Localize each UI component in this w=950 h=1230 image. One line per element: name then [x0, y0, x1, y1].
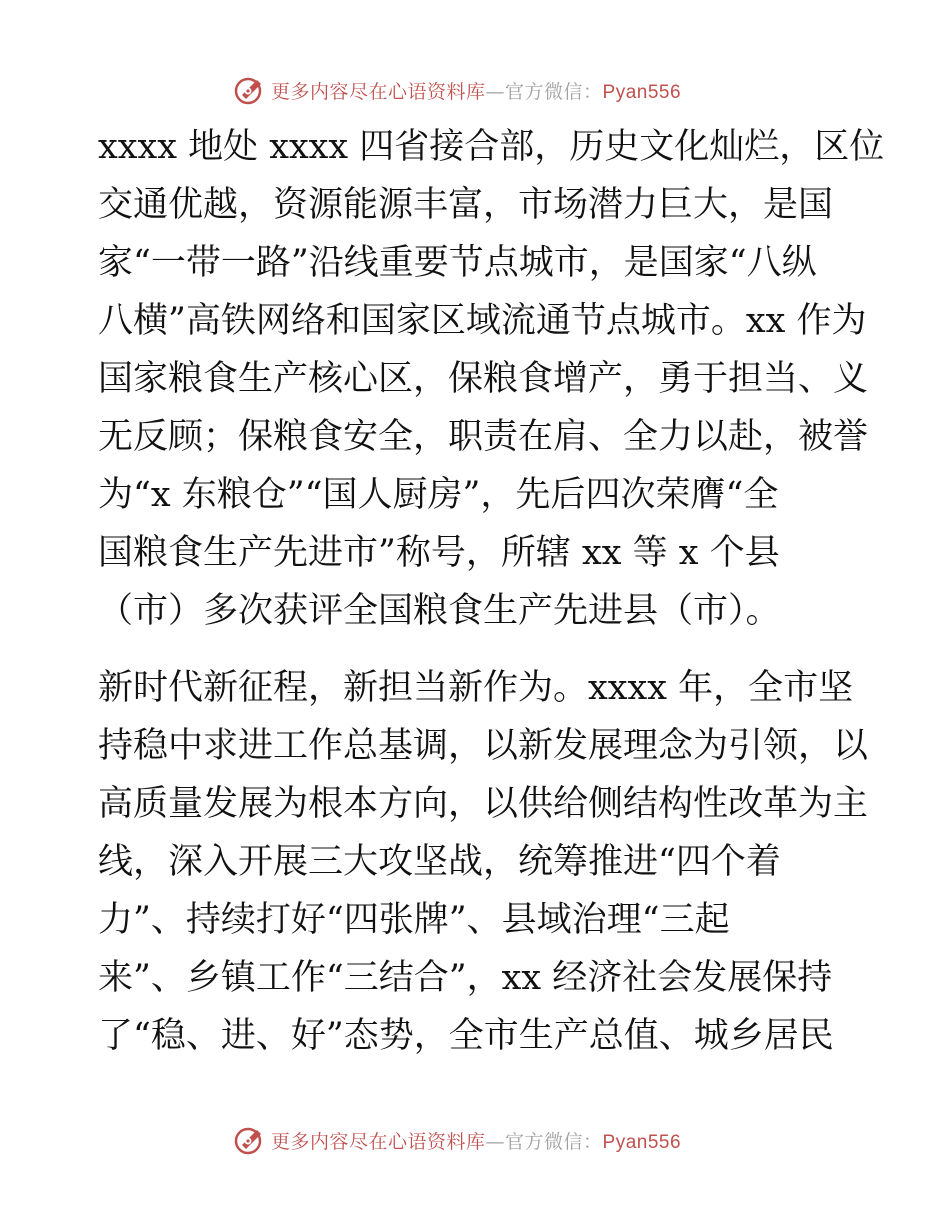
text-line: 持稳中求进工作总基调，以新发展理念为引领，以	[98, 726, 869, 766]
text-line: 国家粮食生产核心区，保粮食增产，勇于担当、义	[98, 359, 869, 399]
text-line: （市）多次获评全国粮食生产先进县（市）。	[98, 591, 781, 631]
header-banner	[233, 73, 681, 107]
banner-text-group	[271, 77, 681, 104]
text-line: 线，深入开展三大攻坚战，统筹推进“四个着	[98, 842, 781, 882]
paragraph-2	[98, 659, 888, 1065]
banner-slogan: 更多内容尽在心语资料库	[271, 1130, 486, 1153]
banner-text-group	[271, 1127, 681, 1154]
wechat-label: 官方微信：	[505, 1130, 603, 1153]
text-line: 国粮食生产先进市”称号，所辖 xx 等 x 个县	[98, 533, 780, 573]
text-line: 家“一带一路”沿线重要节点城市，是国家“八纵	[98, 243, 817, 283]
banner-slogan: 更多内容尽在心语资料库	[271, 80, 486, 103]
footer-banner	[233, 1123, 681, 1157]
wechat-id: Pyan556	[602, 81, 682, 103]
text-line: 无反顾；保粮食安全，职责在肩、全力以赴，被誉	[98, 417, 869, 457]
wechat-label: 官方微信：	[505, 80, 603, 103]
text-line: 了“稳、进、好”态势，全市生产总值、城乡居民	[98, 1016, 834, 1056]
text-line: 交通优越，资源能源丰富，市场潜力巨大，是国	[98, 185, 834, 225]
text-line: 来”、乡镇工作“三结合”，xx 经济社会发展保持	[98, 958, 833, 998]
banner-separator: —	[485, 1130, 506, 1153]
text-line: 为“x 东粮仓”“国人厨房”，先后四次荣膺“全	[98, 475, 779, 515]
pen-nib-circle-logo	[233, 73, 267, 107]
pen-nib-circle-logo	[233, 1123, 267, 1157]
text-line: 八横”高铁网络和国家区域流通节点城市。xx 作为	[98, 301, 867, 341]
text-line: 力”、持续打好“四张牌”、县域治理“三起	[98, 900, 730, 940]
paragraph-1	[98, 118, 888, 640]
text-line: 新时代新征程，新担当新作为。xxxx 年，全市坚	[98, 668, 854, 708]
text-line: 高质量发展为根本方向，以供给侧结构性改革为主	[98, 784, 869, 824]
banner-separator: —	[485, 80, 506, 103]
text-line: xxxx 地处 xxxx 四省接合部，历史文化灿烂，区位	[98, 127, 885, 167]
wechat-id: Pyan556	[602, 1131, 682, 1153]
